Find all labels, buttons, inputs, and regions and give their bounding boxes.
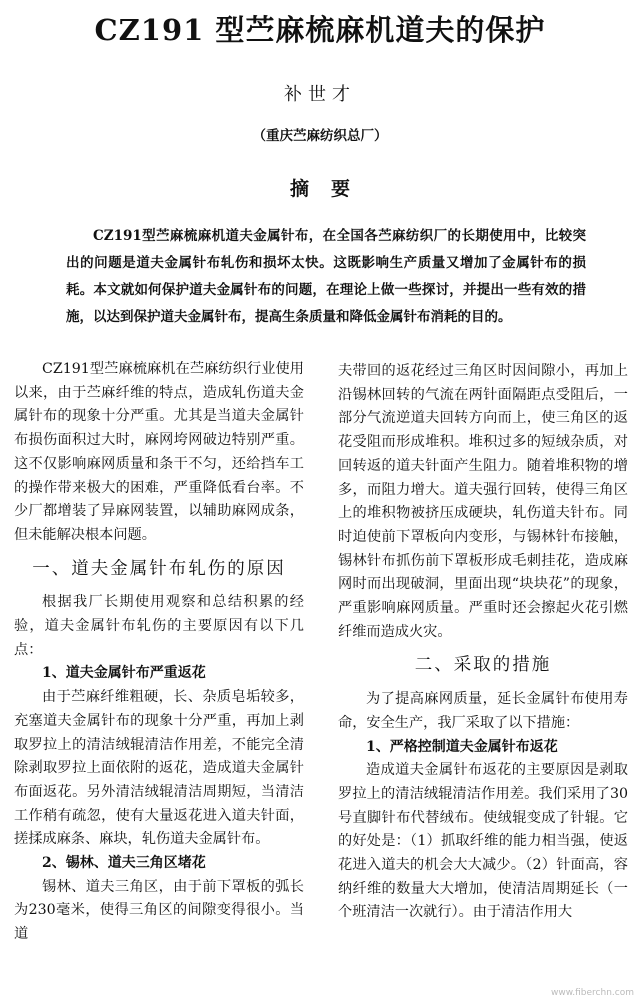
subsection-2-1-text: 造成道夫金属针布返花的主要原因是剥取罗拉上的清洁绒辊清洁作用差。我们采用了30号直脚针布代替绒布。使绒辊变成了针辊。它的好处是：（1）抓取纤维的能力相当强，使返花进入道夫的机会大大减少。（2）针面高，容纳纤维的数量大大增加，使清洁周期延长（一个班清洁一次就行）。由于清洁作用大 [338, 762, 628, 921]
subsection-1-2-text: 锡林、道夫三角区，由于前下罩板的弧长为230毫米，使得三角区的间隙变得很小。当道 [14, 878, 304, 943]
watermark-text: www.fiberchn.com [551, 988, 634, 998]
section-1-intro: 根据我厂长期使用观察和总结积累的经验，道夫金属针布轧伤的主要原因有以下几点： [14, 594, 304, 658]
right-column [338, 360, 628, 925]
abstract-text: CZ191型苎麻梳麻机道夫金属针布，在全国各苎麻纺织厂的长期使用中，比较突出的问题是道夫金属针布轧伤和损坏太快。这既影响生产质量又增加了金属针布的损耗。本文就如何保护道夫金属针布的问题，在理论上做一些探讨，并提出一些有效的措施，以达到保护道夫金属针布，提高生条质量和降低金属针布消耗的目的。 [66, 228, 586, 325]
section-2-intro: 为了提高麻网质量，延长金属针布使用寿命，安全生产，我厂采取了以下措施： [338, 691, 628, 731]
section-2-heading: 二、采取的措施 [414, 655, 552, 676]
author-name: 补世才 [284, 84, 356, 105]
subsection-1-1-heading: 1、道夫金属针布严重返花 [42, 665, 206, 682]
paper-title: CZ191 型苎麻梳麻机道夫的保护 [94, 13, 546, 47]
subsection-1-1-text: 由于苎麻纤维粗硬，长、杂质皂垢较多，充塞道夫金属针布的现象十分严重，再加上剥取罗拉上的清洁绒辊清洁作用差，不能完全清除剥取罗拉上面依附的返花，造成道夫金属针布面返花。另外清洁绒辊清洁周期短，当清洁工作稍有疏忽，使有大量返花进入道夫针面，搓揉成麻条、麻块，轧伤道夫金属针布。 [14, 689, 304, 848]
left-column [14, 358, 304, 947]
subsection-1-2-heading: 2、锡林、道夫三角区堵花 [42, 855, 206, 872]
continued-paragraph: 夫带回的返花经过三角区时因间隙小，再加上沿锡林回转的气流在两针面隔距点受阻后，一部分气流逆道夫回转方向而上，使三角区的返花受阻而形成堆积。堆积过多的短绒杂质，对回转返的道夫针面产生阻力。随着堆积物的增多，而阻力增大。道夫强行回转，使得三角区上的堆积物被挤压成硬块，轧伤道夫针布。同时迫使前下罩板向内变形，与锡林针布接触，锡林针布抓伤前下罩板形成毛刺挂花，造成麻网时而出现破洞，里面出现“块块花”的现象，严重影响麻网质量。严重时还会擦起火花引燃纤维而造成火灾。 [338, 363, 628, 640]
subsection-2-1-heading: 1、严格控制道夫金属针布返花 [366, 738, 558, 755]
section-1-heading: 一、道夫金属针布轧伤的原因 [32, 558, 286, 579]
affiliation: （重庆苎麻纺织总厂） [252, 128, 388, 144]
intro-paragraph: CZ191型苎麻梳麻机在苎麻纺织行业使用以来，由于苎麻纤维的特点，造成轧伤道夫金属针布的现象十分严重。尤其是当道夫金属针布损伤面积过大时，麻网垮网破边特别严重。这不仅影响麻网质量和条干不匀，还给挡车工的操作带来极大的困难，严重降低看台率。不少厂都增装了异麻网装置，以辅助麻网成条，但未能解决根本问题。 [14, 361, 304, 543]
abstract-heading: 摘要 [289, 178, 372, 200]
